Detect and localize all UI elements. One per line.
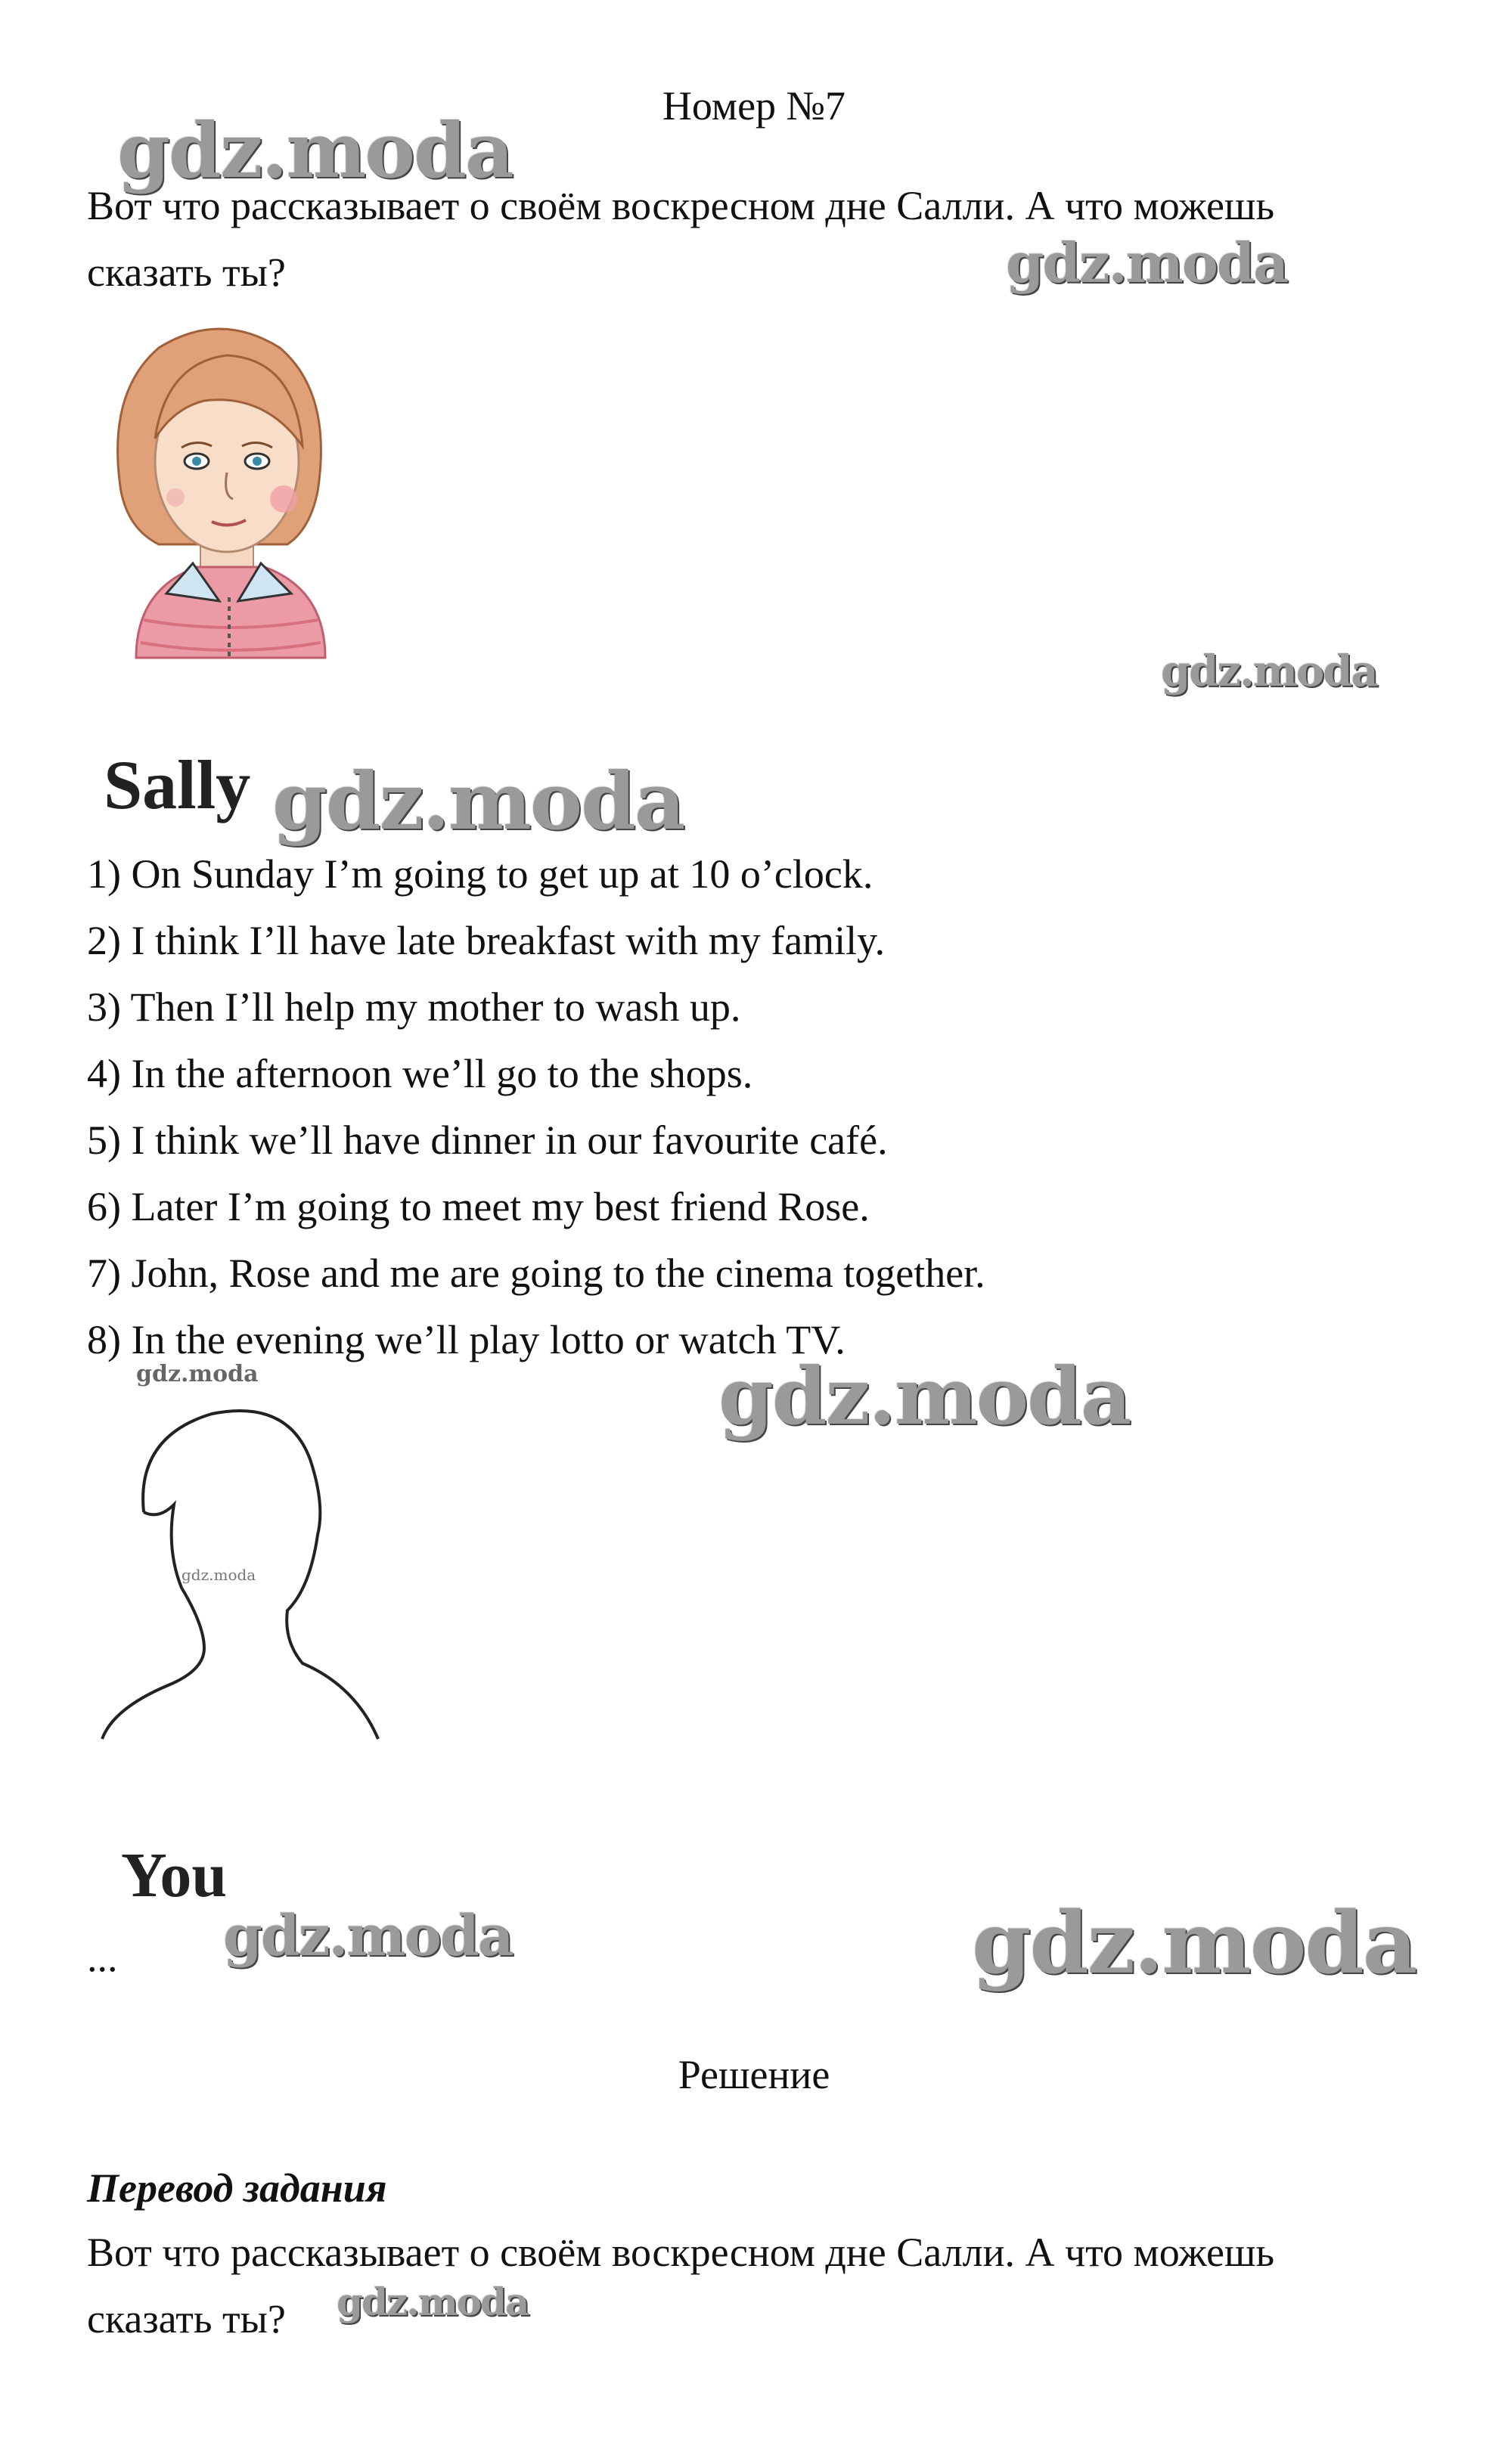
watermark: gdz.moda (223, 1904, 513, 1969)
list-item: 1) On Sunday I’m going to get up at 10 o’clock. (87, 851, 873, 897)
page-title: Номер №7 (662, 83, 846, 129)
sally-illustration (91, 302, 363, 680)
list-item: 5) I think we’ll have dinner in our favourite café. (87, 1117, 888, 1163)
list-item: 8) In the evening we’ll play lotto or watch TV. (87, 1317, 846, 1362)
watermark-small-2: gdz.moda (182, 1566, 256, 1584)
list-item: 4) In the afternoon we’ll go to the shops. (87, 1051, 753, 1096)
list-item: 6) Later I’m going to meet my best friend Rose. (87, 1184, 870, 1229)
you-illustration (91, 1376, 393, 1754)
watermark: gdz.moda (117, 106, 513, 195)
watermark: gdz.moda (972, 1894, 1416, 1993)
list-item: 3) Then I’ll help my mother to wash up. (87, 984, 741, 1030)
sally-label: Sally (104, 746, 251, 823)
watermark: gdz.moda (337, 2280, 529, 2324)
translation-line2: сказать ты? (87, 2296, 286, 2342)
translation-heading: Перевод задания (87, 2165, 387, 2211)
you-label: You (121, 1840, 228, 1911)
watermark: gdz.moda (136, 1361, 259, 1387)
translation-line1: Вот что рассказывает о своём воскресном дне Салли. А что можешь (87, 2230, 1275, 2275)
you-answer-placeholder: ... (87, 1935, 118, 1980)
task-intro-line1: Вот что рассказывает о своём воскресном дне Салли. А что можешь (87, 183, 1275, 228)
list-item: 7) John, Rose and me are going to the cinema together. (87, 1251, 985, 1296)
watermark: gdz.moda (272, 755, 684, 848)
watermark: gdz.moda (1006, 231, 1287, 295)
watermark: gdz.moda (1161, 646, 1377, 696)
watermark: gdz.moda (718, 1350, 1131, 1443)
task-intro-line2: сказать ты? (87, 249, 286, 295)
list-item: 2) I think I’ll have late breakfast with my family. (87, 918, 886, 963)
solution-heading: Решение (678, 2052, 830, 2097)
